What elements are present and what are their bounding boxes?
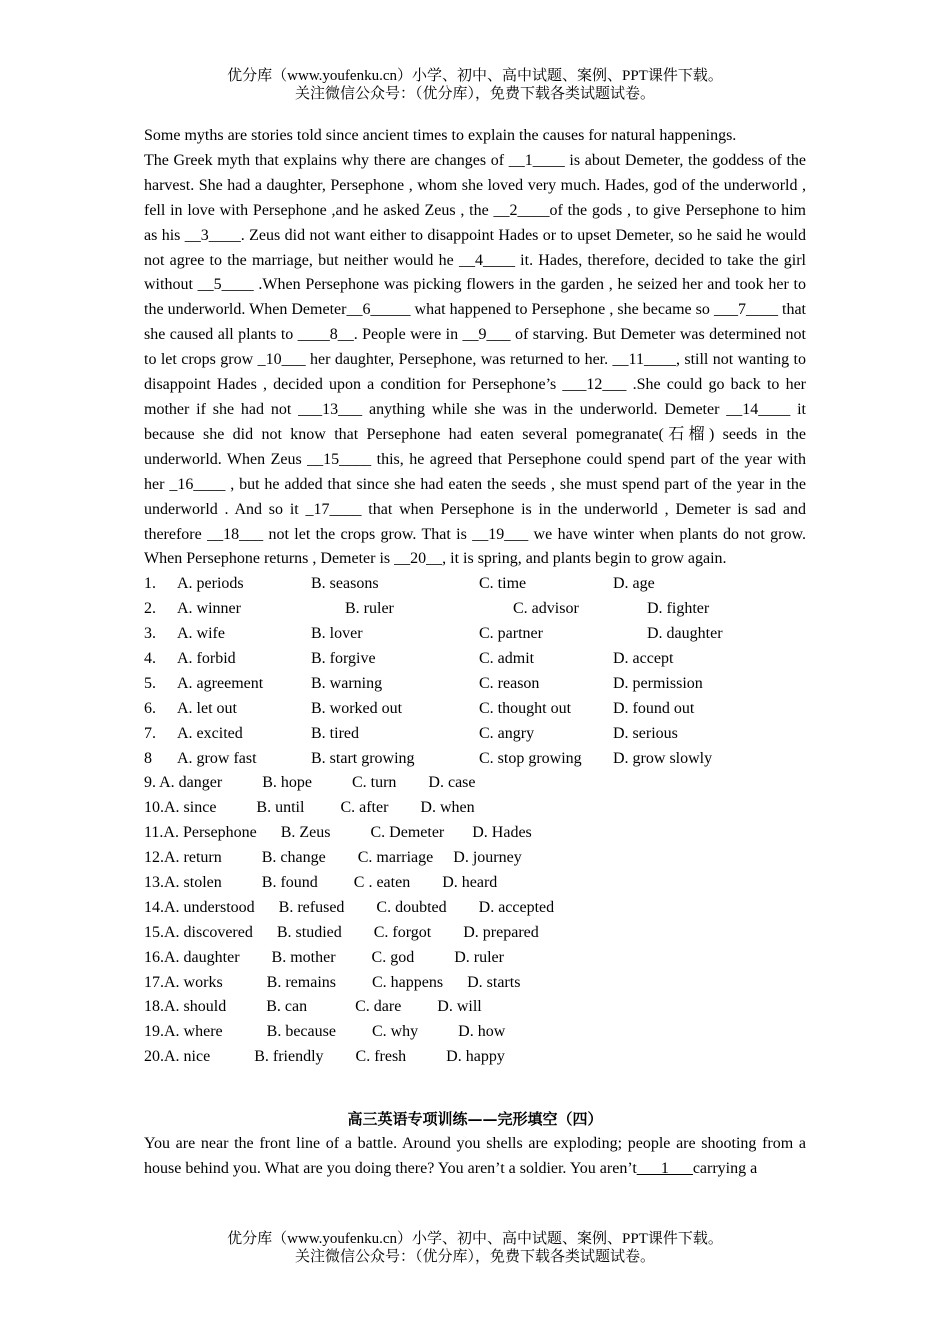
option-row xyxy=(144,722,806,747)
option-a: A. agreement xyxy=(177,674,264,692)
option-row xyxy=(144,572,806,597)
option-row: 11.A. Persephone B. Zeus C. Demeter D. Hades xyxy=(144,824,532,842)
options-wide-list xyxy=(144,572,806,771)
option-row xyxy=(144,622,806,647)
option-row: 19.A. where B. because C. why D. how xyxy=(144,1023,506,1041)
document-body xyxy=(144,124,806,1182)
option-number: 8 xyxy=(144,749,152,767)
option-number: 1. xyxy=(144,575,156,593)
option-row: 16.A. daughter B. mother C. god D. ruler xyxy=(144,948,504,966)
option-d: D. permission xyxy=(613,674,703,692)
footer-line-1: 优分库（www.youfenku.cn）小学、初中、高中试题、案例、PPT课件下载。 xyxy=(227,1231,723,1247)
option-row xyxy=(144,647,806,672)
option-row: 18.A. should B. can C. dare D. will xyxy=(144,998,482,1016)
option-a: A. excited xyxy=(177,724,243,742)
option-b: B. lover xyxy=(311,625,363,643)
option-d: D. accept xyxy=(613,649,674,667)
passage-body: The Greek myth that explains why there are changes of __1____ is about Demeter, the goddess of the harvest. She had a daughter, Persephone , whom she loved very much. Hades, god of the underworld , fell in love with Persephone ,and he asked Zeus , the __2____of the gods , to give Persephone to him as his __3____. Zeus did not want either to disappoint Hades or to upset Demeter, so he said he would not agree to the marriage, but neither would he __4____ it. Hades, therefore, decided to take the girl without __5____ .When Persephone was picking flowers in the garden , he seized her and took her to the underworld. When Demeter__6_____ what happened to Persephone , she became so ___7____ that she caused all plants to ____8__. People were in __9___ of starving. But Demeter was determined not to let crops grow _10___ her daughter, Persephone, was returned to her. __11____, still not wanting to disappoint Hades , decided upon a condition for Persephone’s ___12___ .She could go back to her mother if she had not ___13___ anything while she was in the underworld. Demeter __14____ it because she did not know that Persephone had eaten several pomegranate(石榴) seeds in the underworld. When Zeus __15____ this, he agreed that Persephone could spend part of the year with her _16____ , but he added that since she had eaten the seeds , she must spend part of the year in the underworld . And so it _17____ that when Persephone is in the underworld , Demeter is sad and therefore __18___ not let the crops grow. That is __19___ we have winter when plants do not grow. When Persephone returns , Demeter is __20__, it is spring, and plants begin to grow again. xyxy=(144,151,806,568)
option-b: B. seasons xyxy=(311,575,379,593)
page-footer xyxy=(0,1230,950,1266)
option-b: B. start growing xyxy=(311,749,415,767)
option-b: B. tired xyxy=(311,724,359,742)
section2-text-after: carrying a xyxy=(692,1159,758,1177)
option-a: A. grow fast xyxy=(177,749,257,767)
option-c: C. stop growing xyxy=(479,749,582,767)
option-d: D. daughter xyxy=(647,625,723,643)
option-row: 20.A. nice B. friendly C. fresh D. happy xyxy=(144,1048,505,1066)
option-c: C. angry xyxy=(479,724,535,742)
option-a: A. periods xyxy=(177,575,244,593)
option-number: 3. xyxy=(144,625,156,643)
option-c: C. admit xyxy=(479,649,535,667)
section2-passage xyxy=(144,1132,806,1182)
option-d: D. found out xyxy=(613,699,695,717)
option-b: B. ruler xyxy=(345,600,394,618)
footer-line-2: 关注微信公众号：（优分库），免费下载各类试题试卷。 xyxy=(294,1249,655,1265)
option-c: C. time xyxy=(479,575,527,593)
option-b: B. warning xyxy=(311,674,383,692)
option-a: A. wife xyxy=(177,625,225,643)
option-number: 4. xyxy=(144,649,156,667)
option-row xyxy=(144,672,806,697)
option-d: D. fighter xyxy=(647,600,710,618)
option-a: A. winner xyxy=(177,600,241,618)
option-row: 15.A. discovered B. studied C. forgot D. prepared xyxy=(144,923,539,941)
option-a: A. let out xyxy=(177,699,237,717)
option-c: C. reason xyxy=(479,674,540,692)
option-a: A. forbid xyxy=(177,649,236,667)
option-number: 7. xyxy=(144,724,156,742)
option-number: 5. xyxy=(144,674,156,692)
option-row xyxy=(144,597,806,622)
option-b: B. worked out xyxy=(311,699,403,717)
options-short-list xyxy=(144,771,806,1070)
header-line-1: 优分库（www.youfenku.cn）小学、初中、高中试题、案例、PPT课件下载。 xyxy=(227,68,723,84)
section2-text-before: You are near the front line of a battle. Around you shells are exploding; people are shooting from a house behind you. What are you doing there? You aren’t a soldier. You aren’t xyxy=(144,1135,806,1177)
option-row: 13.A. stolen B. found C . eaten D. heard xyxy=(144,874,498,891)
passage-intro: Some myths are stories told since ancient times to explain the causes for natural happenings. xyxy=(144,127,737,144)
option-c: C. advisor xyxy=(513,600,579,618)
option-row xyxy=(144,747,806,772)
option-d: D. serious xyxy=(613,724,678,742)
option-d: D. age xyxy=(613,575,655,593)
option-row: 9. A. danger B. hope C. turn D. case xyxy=(144,774,476,792)
option-row: 12.A. return B. change C. marriage D. journey xyxy=(144,849,522,867)
option-row: 17.A. works B. remains C. happens D. starts xyxy=(144,973,521,991)
option-number: 6. xyxy=(144,699,156,717)
option-row xyxy=(144,697,806,722)
header-line-2: 关注微信公众号：（优分库），免费下载各类试题试卷。 xyxy=(294,86,655,102)
option-b: B. forgive xyxy=(311,649,376,667)
section-title: 高三英语专项训练——完形填空（四） xyxy=(347,1110,603,1129)
option-row: 10.A. since B. until C. after D. when xyxy=(144,799,475,817)
option-row: 14.A. understood B. refused C. doubted D. accepted xyxy=(144,898,555,916)
option-c: C. partner xyxy=(479,625,543,643)
option-d: D. grow slowly xyxy=(613,749,713,767)
option-number: 2. xyxy=(144,600,156,618)
page-header xyxy=(0,67,950,103)
option-c: C. thought out xyxy=(479,699,572,717)
section2-blank: ___1___ xyxy=(636,1159,693,1177)
